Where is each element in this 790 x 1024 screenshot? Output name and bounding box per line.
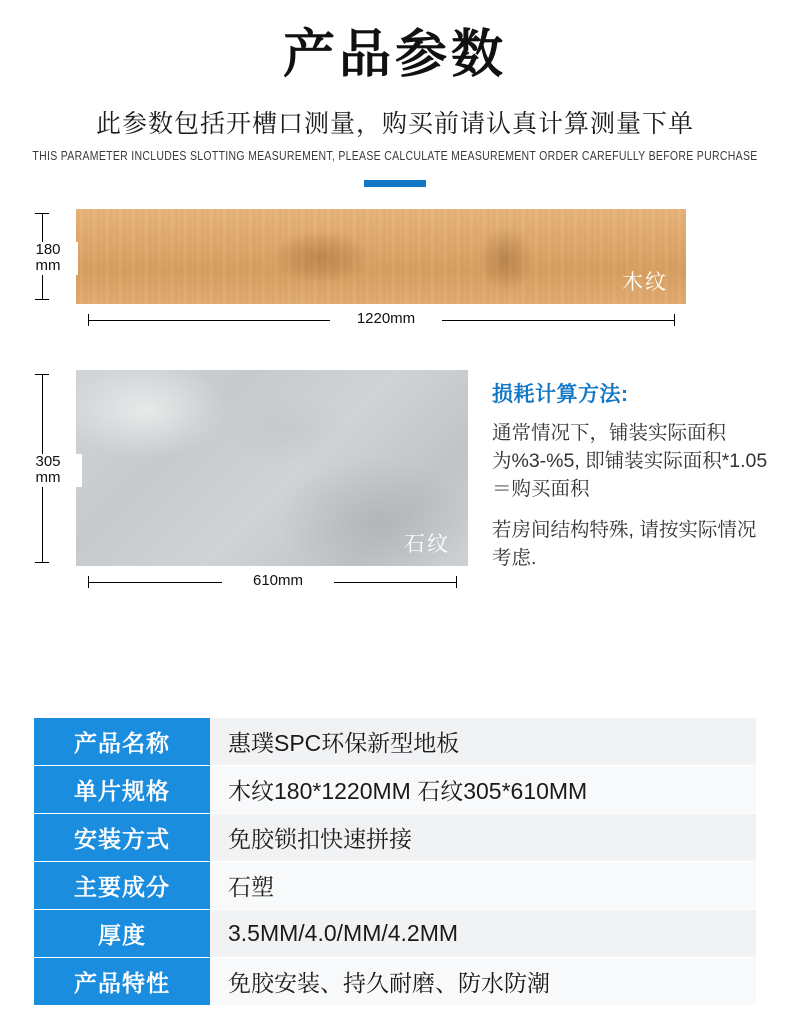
page-subtitle-english: THIS PARAMETER INCLUDES SLOTTING MEASUREMENT, PLEASE CALCULATE MEASUREMENT ORDER CAREFULLY BEFORE PURCHASE xyxy=(32,148,758,164)
loss-calculation-title: 损耗计算方法: xyxy=(492,382,629,406)
table-row-value: 惠璞SPC环保新型地板 xyxy=(210,718,756,765)
stone-height-value: 305 mm xyxy=(14,454,82,487)
table-row xyxy=(34,718,756,765)
loss-calculation-line1: 通常情况下，铺装实际面积为%3-%5, 即铺装实际面积*1.05＝购买面积 xyxy=(492,421,768,501)
table-row-value: 免胶安装、持久耐磨、防水防潮 xyxy=(210,958,756,1005)
table-row xyxy=(34,814,756,861)
table-row-value: 石塑 xyxy=(210,862,756,909)
page-subtitle: 此参数包括开槽口测量，购买前请认真计算测量下单 xyxy=(95,109,694,138)
table-row-key: 单片规格 xyxy=(34,766,210,813)
table-row-value: 木纹180*1220MM 石纹305*610MM xyxy=(210,766,756,813)
stone-tile-label: 石纹 xyxy=(404,532,450,556)
stone-height-tick-bottom xyxy=(35,562,49,563)
wood-height-value: 180 mm xyxy=(18,242,78,275)
table-row-key: 厚度 xyxy=(34,910,210,957)
spec-diagrams xyxy=(0,209,790,605)
stone-height-tick-top xyxy=(35,374,49,375)
table-row-value: 3.5MM/4.0/MM/4.2MM xyxy=(210,910,756,957)
page-title: 产品参数 xyxy=(282,26,507,84)
loss-calculation-line2: 若房间结构特殊, 请按实际情况考虑. xyxy=(492,518,757,569)
stone-tile-diagram xyxy=(0,370,790,605)
loss-calculation-note xyxy=(492,378,774,572)
stone-tile-image xyxy=(76,370,468,566)
table-row xyxy=(34,766,756,813)
stone-width-tick-right xyxy=(456,576,457,588)
table-row xyxy=(34,910,756,957)
table-row-key: 主要成分 xyxy=(34,862,210,909)
page-header xyxy=(0,0,790,187)
stone-width-tick-left xyxy=(88,576,89,588)
stone-width-value: 610mm xyxy=(222,573,334,590)
wood-plank-label: 木纹 xyxy=(622,270,668,294)
table-row-key: 产品特性 xyxy=(34,958,210,1005)
table-row xyxy=(34,958,756,1005)
wood-height-tick-top xyxy=(35,213,49,214)
table-row xyxy=(34,862,756,909)
spec-table xyxy=(34,718,756,1006)
wood-width-tick-right xyxy=(674,314,675,326)
wood-width-value: 1220mm xyxy=(330,311,442,328)
table-row-key: 安装方式 xyxy=(34,814,210,861)
table-row-value: 免胶锁扣快速拼接 xyxy=(210,814,756,861)
wood-plank-diagram xyxy=(0,209,790,334)
accent-divider xyxy=(364,180,426,187)
table-row-key: 产品名称 xyxy=(34,718,210,765)
wood-plank-image xyxy=(76,209,686,304)
wood-height-tick-bottom xyxy=(35,299,49,300)
wood-width-tick-left xyxy=(88,314,89,326)
